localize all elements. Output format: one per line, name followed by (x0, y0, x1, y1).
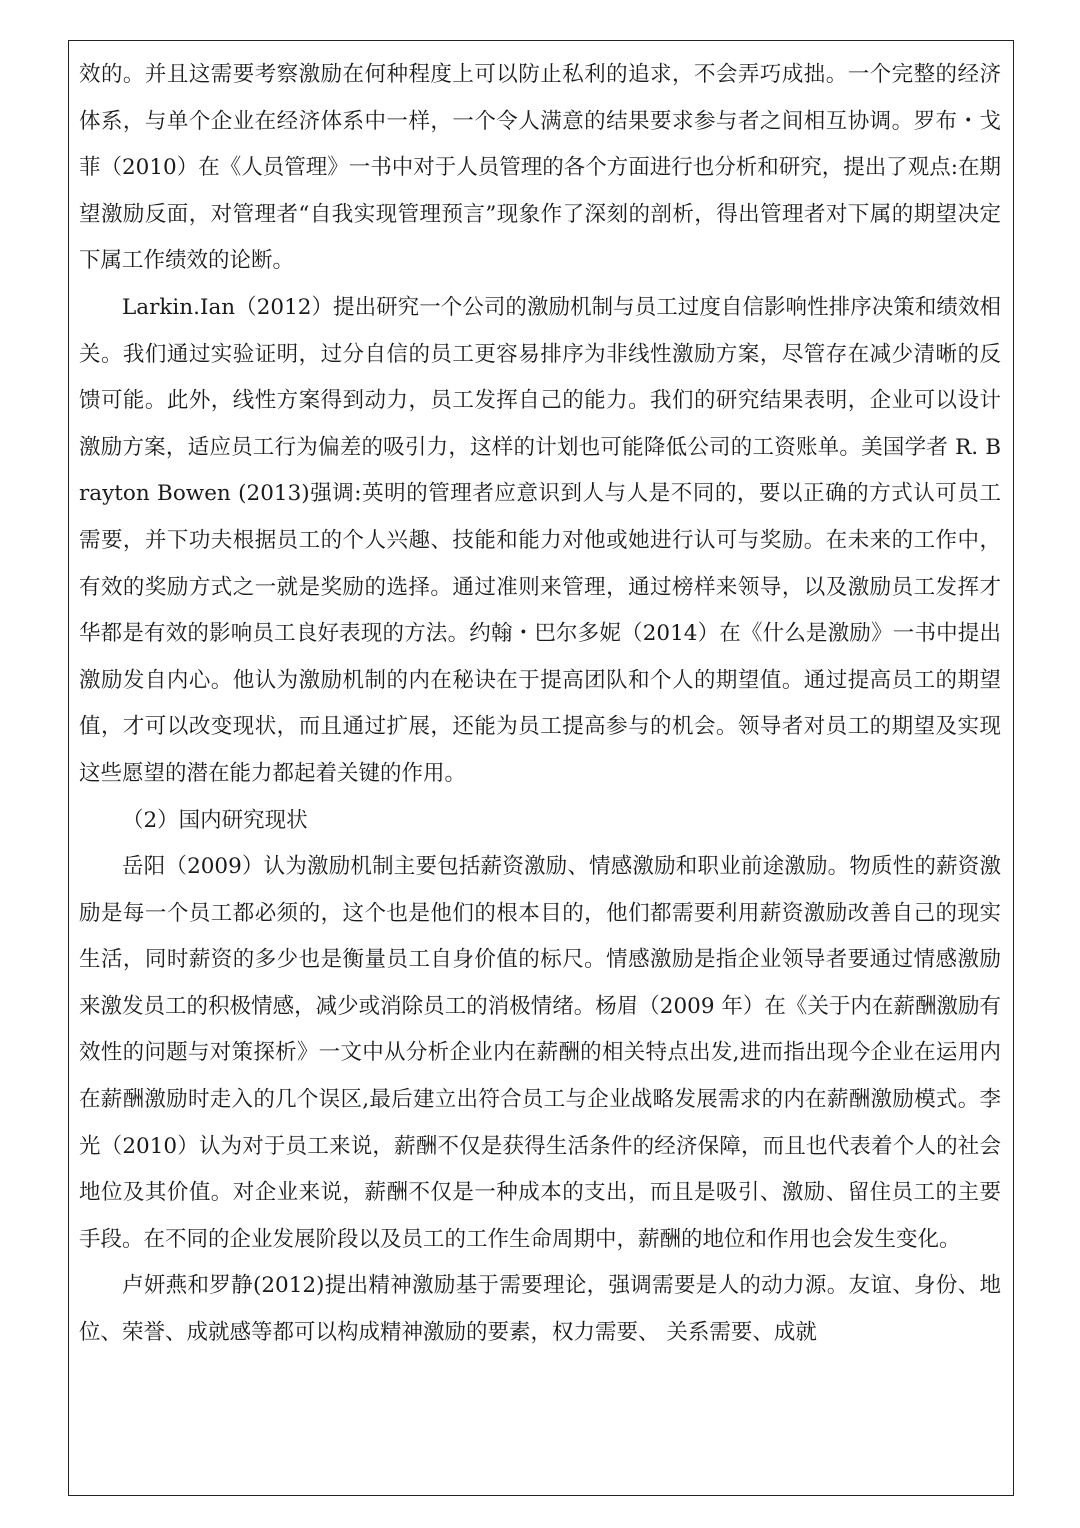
paragraph-larkin: Larkin.Ian（2012）提出研究一个公司的激励机制与员工过度自信影响性排序决策和绩效相关。我们通过实验证明，过分自信的员工更容易排序为非线性激励方案，尽管存在减少清晰的反馈可能。此外，线性方案得到动力，员工发挥自己的能力。我们的研究结果表明，企业可以设计激励方案，适应员工行为偏差的吸引力，这样的计划也可能降低公司的工资账单。美国学者 R. Brayton Bowen (2013)强调:英明的管理者应意识到人与人是不同的，要以正确的方式认可员工需要，并下功夫根据员工的个人兴趣、技能和能力对他或她进行认可与奖励。在未来的工作中，有效的奖励方式之一就是奖励的选择。通过准则来管理，通过榜样来领导，以及激励员工发挥才华都是有效的影响员工良好表现的方法。约翰・巴尔多妮（2014）在《什么是激励》一书中提出激励发自内心。他认为激励机制的内在秘诀在于提高团队和个人的期望值。通过提高员工的期望值，才可以改变现状，而且通过扩展，还能为员工提高参与的机会。领导者对员工的期望及实现这些愿望的潜在能力都起着关键的作用。 (79, 294, 1001, 786)
paragraph-luyanyan: 卢妍燕和罗静(2012)提出精神激励基于需要理论，强调需要是人的动力源。友谊、身份、地位、荣誉、成就感等都可以构成精神激励的要素，权力需要、 关系需要、成就 (79, 1273, 1001, 1346)
section-heading-domestic-research: （2）国内研究现状 (122, 807, 308, 833)
paragraph-yueyang: 岳阳（2009）认为激励机制主要包括薪资激励、情感激励和职业前途激励。物质性的薪资激励是每一个员工都必须的，这个也是他们的根本目的，他们都需要利用薪资激励改善自己的现实生活，同时薪资的多少也是衡量员工自身价值的标尺。情感激励是指企业领导者要通过情感激励来激发员工的积极情感，减少或消除员工的消极情绪。杨眉（2009 年）在《关于内在薪酬激励有效性的问题与对策探析》一文中从分析企业内在薪酬的相关特点出发,进而指出现今企业在运用内在薪酬激励时走入的几个误区,最后建立出符合员工与企业战略发展需求的内在薪酬激励模式。李光（2010）认为对于员工来说，薪酬不仅是获得生活条件的经济保障，而且也代表着个人的社会地位及其价值。对企业来说，薪酬不仅是一种成本的支出，而且是吸引、激励、留住员工的主要手段。在不同的企业发展阶段以及员工的工作生命周期中，薪酬的地位和作用也会发生变化。 (79, 854, 1001, 1252)
document-body (79, 52, 1001, 1357)
paragraph-continuation: 效的。并且这需要考察激励在何种程度上可以防止私利的追求，不会弄巧成拙。一个完整的经济体系，与单个企业在经济体系中一样，一个令人满意的结果要求参与者之间相互协调。罗布・戈菲（2010）在《人员管理》一书中对于人员管理的各个方面进行也分析和研究，提出了观点:在期望激励反面，对管理者“自我实现管理预言”现象作了深刻的剖析，得出管理者对下属的期望决定下属工作绩效的论断。 (79, 62, 1001, 274)
